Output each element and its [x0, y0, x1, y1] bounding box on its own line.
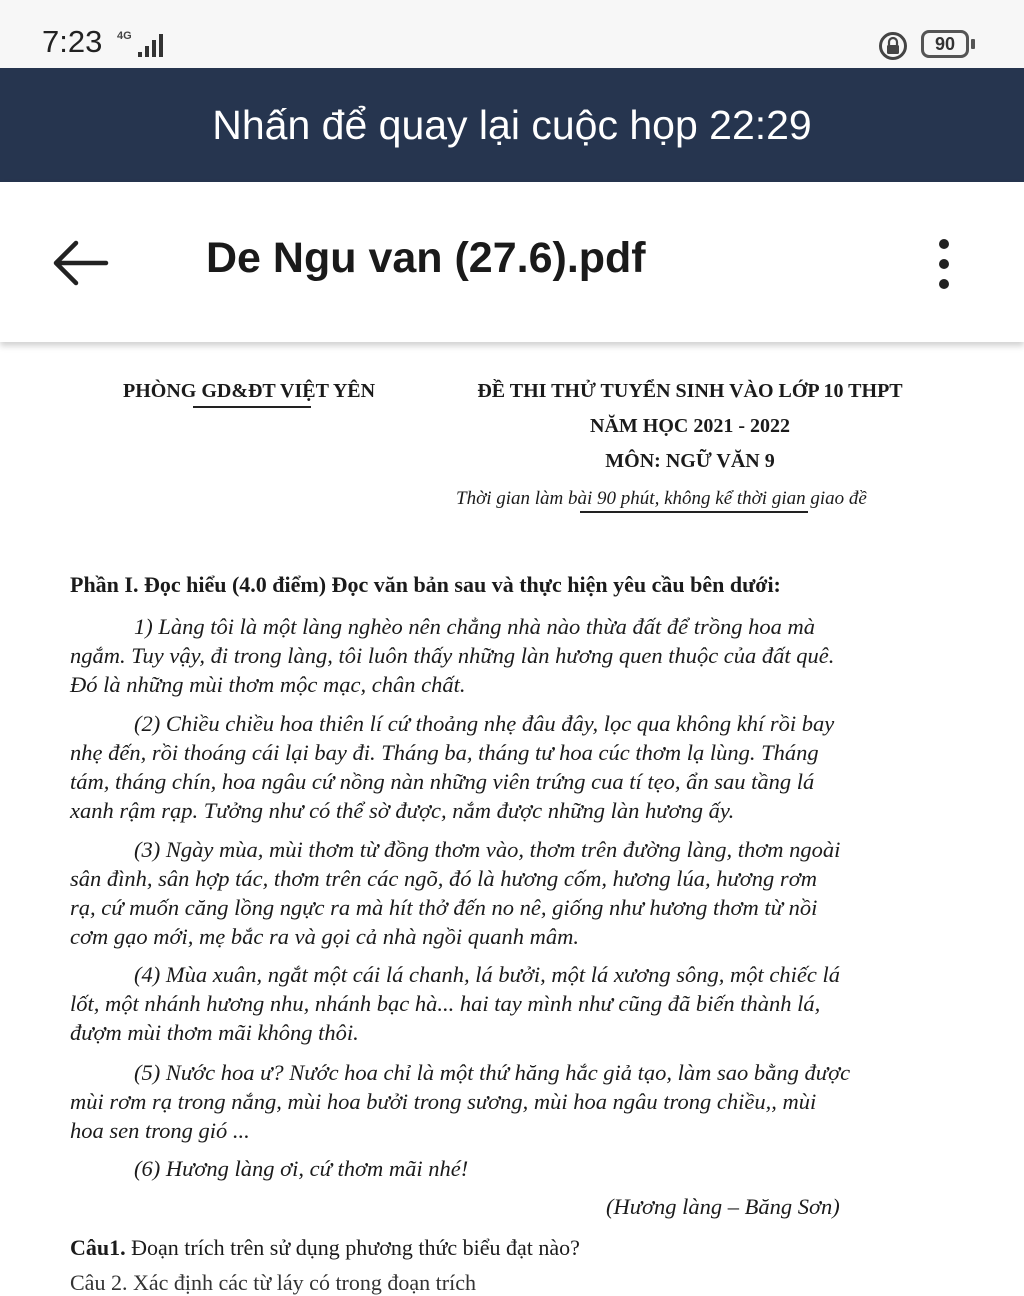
text-line: (2) Chiều chiều hoa thiên lí cứ thoảng nhẹ đâu đây, lọc qua không khí rồi bay	[134, 711, 835, 736]
text-line: (5) Nước hoa ư? Nước hoa chỉ là một thứ hăng hắc giả tạo, làm sao bằng được	[134, 1060, 851, 1085]
text-line: (3) Ngày mùa, mùi thơm từ đồng thơm vào, thơm trên đường làng, thơm ngoài	[134, 837, 841, 862]
battery-icon	[921, 30, 969, 58]
more-options-icon[interactable]	[922, 238, 966, 290]
question-1	[70, 1235, 580, 1261]
text-line: xanh rậm rạp. Tưởng như có thể sờ được, nắm được những làn hương ấy.	[70, 798, 735, 823]
exam-title: ĐỀ THI THỬ TUYỂN SINH VÀO LỚP 10 THPT	[477, 380, 903, 402]
text-line: lốt, một nhánh hương nhu, nhánh bạc hà... hai tay mình như cũng đã biến thành lá,	[70, 991, 821, 1016]
paragraph-3	[70, 835, 932, 951]
text-line: đượm mùi thơm mãi không thôi.	[70, 1020, 359, 1045]
document-title: De Ngu van (27.6).pdf	[206, 234, 646, 282]
paragraph-5	[70, 1058, 932, 1145]
time-note-underline	[580, 511, 808, 513]
question-2-partial: Câu 2. Xác định các từ láy có trong đoạn trích	[70, 1270, 476, 1295]
battery-tip	[971, 39, 975, 49]
paragraph-6	[70, 1154, 932, 1183]
screen-lock-icon	[876, 31, 910, 61]
text-line: (6) Hương làng ơi, cứ thơm mãi nhé!	[134, 1156, 469, 1181]
clock: 7:23	[42, 24, 103, 59]
text-line: tám, tháng chín, hoa ngâu cứ nồng nàn những viên trứng cua tí tẹo, ẩn sau tầng lá	[70, 769, 815, 794]
status-bar	[0, 0, 1024, 68]
text-line: cơm gạo mới, mẹ bắc ra và gọi cả nhà ngồi quanh mâm.	[70, 924, 579, 949]
source-citation: (Hương làng – Băng Sơn)	[606, 1194, 840, 1219]
paragraph-2	[70, 709, 932, 825]
battery-level: 90	[934, 34, 956, 54]
time-note: Thời gian làm bài 90 phút, không kể thời gian giao đề	[456, 488, 867, 509]
text-line: ngắm. Tuy vậy, đi trong làng, tôi luôn thấy những làn hương quen thuộc của đất quê.	[70, 643, 835, 668]
back-arrow-icon[interactable]	[48, 238, 112, 288]
paragraph-4	[70, 960, 932, 1047]
return-to-meeting-banner[interactable]	[0, 68, 1024, 182]
network-type: 4G	[117, 30, 132, 42]
text-line: nhẹ đến, rồi thoáng cái lại bay đi. Tháng ba, tháng tư hoa cúc thơm lạ lùng. Tháng	[70, 740, 819, 765]
header-underline	[193, 406, 311, 408]
paragraph-1	[70, 612, 932, 699]
part-title: Phần I. Đọc hiểu (4.0 điểm) Đọc văn bản sau và thực hiện yêu cầu bên dưới:	[70, 572, 781, 597]
exam-header	[448, 380, 932, 485]
question-label: Câu1.	[70, 1235, 126, 1260]
header-department: PHÒNG GD&ĐT VIỆT YÊN	[123, 380, 376, 402]
school-year: NĂM HỌC 2021 - 2022	[590, 415, 790, 437]
banner-text: Nhấn để quay lại cuộc họp 22:29	[212, 101, 812, 148]
text-line: Đó là những mùi thơm mộc mạc, chân chất.	[70, 672, 466, 697]
text-line: mùi rơm rạ trong nắng, mùi hoa bưởi trong sương, mùi hoa ngâu trong chiều,, mùi	[70, 1089, 817, 1114]
app-bar	[0, 182, 1024, 342]
text-line: rạ, cứ muốn căng lồng ngực ra mà hít thở đến no nê, giống như hương thơm từ nồi	[70, 895, 818, 920]
pdf-page	[0, 342, 1024, 1295]
question-text: Đoạn trích trên sử dụng phương thức biểu đạt nào?	[125, 1235, 580, 1260]
text-line: 1) Làng tôi là một làng nghèo nên chẳng nhà nào thừa đất để trồng hoa mà	[134, 614, 815, 639]
text-line: (4) Mùa xuân, ngắt một cái lá chanh, lá bưởi, một lá xương sông, một chiếc lá	[134, 962, 840, 987]
text-line: sân đình, sân hợp tác, thơm trên các ngõ, đó là hương cốm, hương lúa, hương rơm	[70, 866, 817, 891]
text-line: hoa sen trong gió ...	[70, 1118, 250, 1143]
subject: MÔN: NGỮ VĂN 9	[605, 450, 775, 472]
signal-icon	[136, 32, 166, 58]
